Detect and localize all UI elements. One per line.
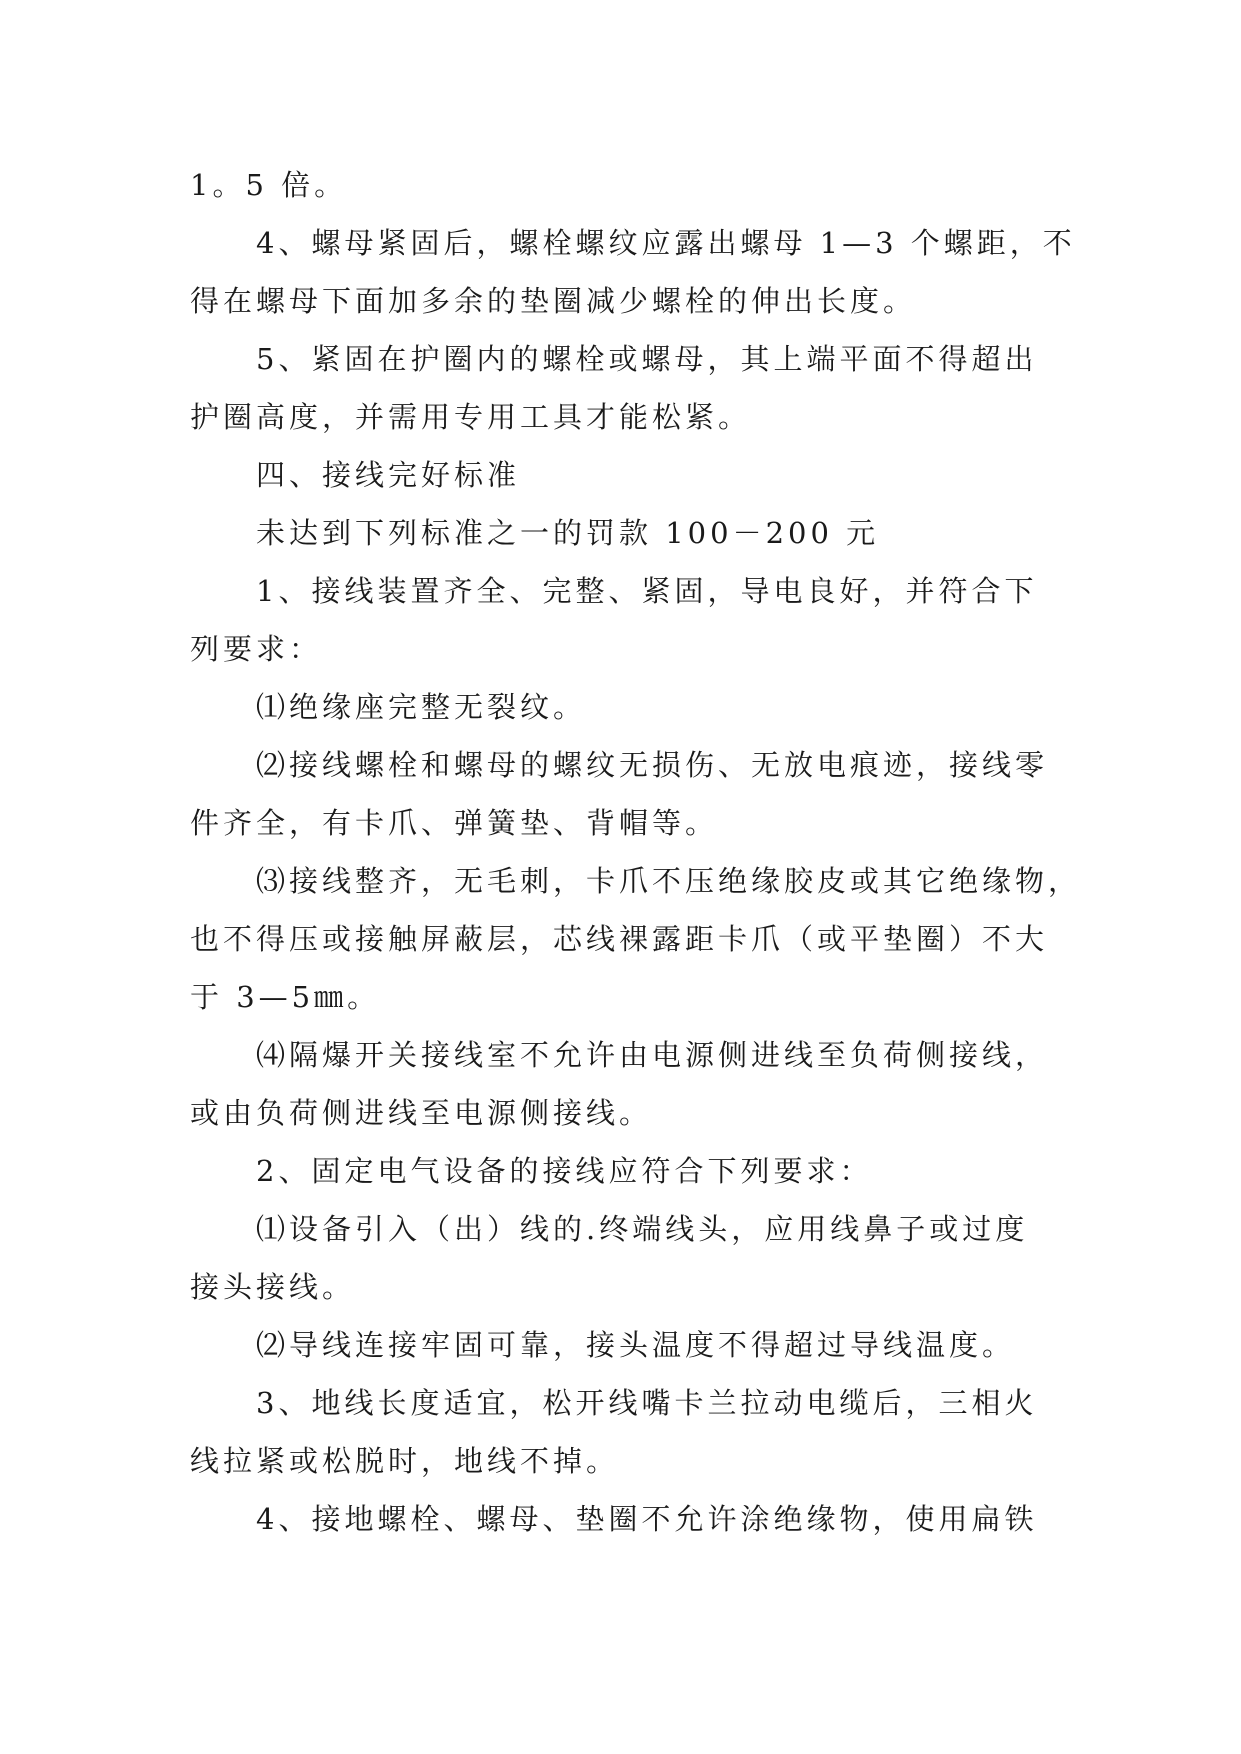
- text-line: ⑵接线螺栓和螺母的螺纹无损伤、无放电痕迹，接线零: [256, 748, 1049, 782]
- text-line: 或由负荷侧进线至电源侧接线。: [190, 1096, 653, 1130]
- text-line: 1、接线装置齐全、完整、紧固，导电良好，并符合下: [256, 574, 1038, 608]
- text-line: 件齐全，有卡爪、弹簧垫、背帽等。: [190, 806, 719, 840]
- text-line: ⑴绝缘座完整无裂纹。: [256, 690, 587, 724]
- text-line: ⑶接线整齐，无毛刺，卡爪不压绝缘胶皮或其它绝缘物，: [256, 864, 1082, 898]
- text-line: 1。5 倍。: [190, 168, 348, 202]
- text-line: 2、固定电气设备的接线应符合下列要求：: [256, 1154, 873, 1188]
- text-line: 护圈高度，并需用专用工具才能松紧。: [190, 400, 752, 434]
- document-body: [190, 156, 1082, 1548]
- text-line: ⑷隔爆开关接线室不允许由电源侧进线至负荷侧接线，: [256, 1038, 1049, 1072]
- text-line: ⑴设备引入（出）线的.终端线头，应用线鼻子或过度: [256, 1212, 1029, 1246]
- text-line: 4、接地螺栓、螺母、垫圈不允许涂绝缘物，使用扁铁: [256, 1502, 1038, 1536]
- text-line: 线拉紧或松脱时，地线不掉。: [190, 1444, 620, 1478]
- text-line: 列要求：: [190, 632, 323, 666]
- text-line: 于 3—5㎜。: [190, 980, 381, 1014]
- text-line: 3、地线长度适宜，松开线嘴卡兰拉动电缆后，三相火: [256, 1386, 1038, 1420]
- text-line: 四、接线完好标准: [256, 458, 521, 492]
- text-line: 得在螺母下面加多余的垫圈减少螺栓的伸出长度。: [190, 284, 917, 318]
- text-line: 5、紧固在护圈内的螺栓或螺母，其上端平面不得超出: [256, 342, 1038, 376]
- text-line: ⑵导线连接牢固可靠，接头温度不得超过导线温度。: [256, 1328, 1016, 1362]
- text-line: 未达到下列标准之一的罚款 100－200 元: [256, 516, 880, 550]
- text-line: 也不得压或接触屏蔽层，芯线裸露距卡爪（或平垫圈）不大: [190, 922, 1049, 956]
- text-line: 4、螺母紧固后，螺栓螺纹应露出螺母 1—3 个螺距，不: [256, 226, 1076, 260]
- text-line: 接头接线。: [190, 1270, 356, 1304]
